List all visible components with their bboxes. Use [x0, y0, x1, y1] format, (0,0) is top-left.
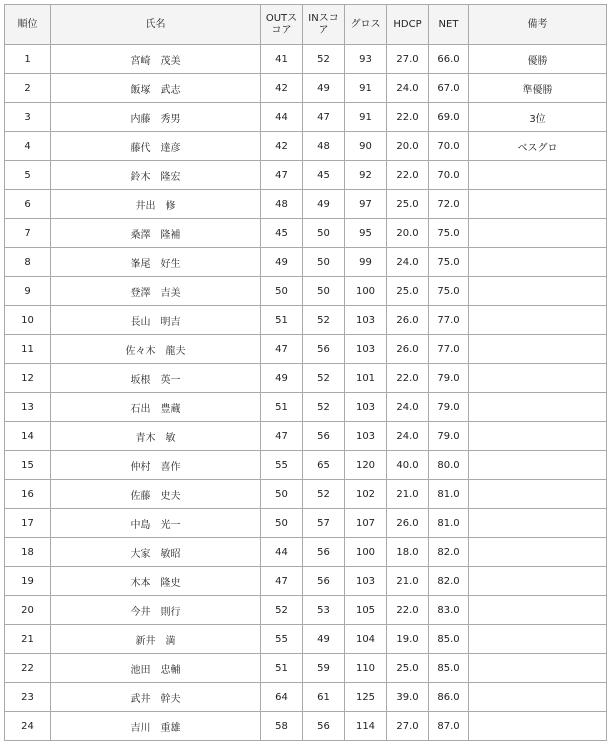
in-score-cell: 65	[303, 451, 345, 480]
out-score-cell: 50	[261, 480, 303, 509]
hdcp-cell: 22.0	[387, 103, 429, 132]
rank-cell: 24	[5, 712, 51, 741]
in-score-cell: 50	[303, 219, 345, 248]
remarks-cell	[469, 712, 607, 741]
in-score-cell: 48	[303, 132, 345, 161]
net-cell: 85.0	[429, 625, 469, 654]
gross-cell: 100	[345, 277, 387, 306]
gross-cell: 101	[345, 364, 387, 393]
name-cell: 佐藤 史夫	[51, 480, 261, 509]
remarks-cell	[469, 567, 607, 596]
gross-cell: 103	[345, 393, 387, 422]
table-row	[5, 683, 607, 712]
rank-cell: 13	[5, 393, 51, 422]
remarks-cell	[469, 190, 607, 219]
hdcp-cell: 24.0	[387, 422, 429, 451]
hdcp-cell: 22.0	[387, 364, 429, 393]
rank-cell: 3	[5, 103, 51, 132]
hdcp-cell: 39.0	[387, 683, 429, 712]
hdcp-cell: 26.0	[387, 335, 429, 364]
out-score-cell: 48	[261, 190, 303, 219]
gross-cell: 103	[345, 422, 387, 451]
net-cell: 85.0	[429, 654, 469, 683]
name-cell: 長山 明吉	[51, 306, 261, 335]
out-score-cell: 50	[261, 509, 303, 538]
table-row	[5, 509, 607, 538]
net-cell: 70.0	[429, 161, 469, 190]
gross-cell: 110	[345, 654, 387, 683]
header-gross: グロス	[345, 5, 387, 45]
out-score-cell: 49	[261, 248, 303, 277]
gross-cell: 103	[345, 567, 387, 596]
rank-cell: 23	[5, 683, 51, 712]
table-row	[5, 335, 607, 364]
gross-cell: 120	[345, 451, 387, 480]
remarks-cell	[469, 480, 607, 509]
rank-cell: 14	[5, 422, 51, 451]
in-score-cell: 49	[303, 190, 345, 219]
remarks-cell	[469, 538, 607, 567]
out-score-cell: 42	[261, 132, 303, 161]
name-cell: 井出 修	[51, 190, 261, 219]
gross-cell: 107	[345, 509, 387, 538]
name-cell: 藤代 達彦	[51, 132, 261, 161]
net-cell: 82.0	[429, 567, 469, 596]
header-remarks: 備考	[469, 5, 607, 45]
rank-cell: 16	[5, 480, 51, 509]
remarks-cell	[469, 277, 607, 306]
in-score-cell: 56	[303, 538, 345, 567]
out-score-cell: 44	[261, 103, 303, 132]
hdcp-cell: 21.0	[387, 480, 429, 509]
in-score-cell: 49	[303, 625, 345, 654]
name-cell: 宮崎 茂美	[51, 45, 261, 74]
out-score-cell: 51	[261, 393, 303, 422]
name-cell: 佐々木 龍夫	[51, 335, 261, 364]
out-score-cell: 52	[261, 596, 303, 625]
rank-cell: 21	[5, 625, 51, 654]
gross-cell: 91	[345, 103, 387, 132]
out-score-cell: 47	[261, 161, 303, 190]
name-cell: 飯塚 武志	[51, 74, 261, 103]
table-row	[5, 625, 607, 654]
rank-cell: 10	[5, 306, 51, 335]
table-row	[5, 480, 607, 509]
net-cell: 80.0	[429, 451, 469, 480]
gross-cell: 102	[345, 480, 387, 509]
table-row	[5, 654, 607, 683]
remarks-cell	[469, 364, 607, 393]
hdcp-cell: 22.0	[387, 596, 429, 625]
in-score-cell: 50	[303, 248, 345, 277]
header-out-score-label: OUTスコア	[265, 12, 298, 36]
remarks-cell	[469, 306, 607, 335]
hdcp-cell: 20.0	[387, 132, 429, 161]
in-score-cell: 56	[303, 422, 345, 451]
table-row	[5, 596, 607, 625]
rank-cell: 4	[5, 132, 51, 161]
header-row	[5, 5, 607, 45]
out-score-cell: 45	[261, 219, 303, 248]
table-row	[5, 364, 607, 393]
gross-cell: 103	[345, 306, 387, 335]
remarks-cell	[469, 393, 607, 422]
out-score-cell: 44	[261, 538, 303, 567]
in-score-cell: 52	[303, 364, 345, 393]
name-cell: 木本 隆史	[51, 567, 261, 596]
table-row	[5, 393, 607, 422]
remarks-cell	[469, 509, 607, 538]
remarks-cell	[469, 683, 607, 712]
header-out-score	[261, 5, 303, 45]
table-row	[5, 74, 607, 103]
gross-cell: 105	[345, 596, 387, 625]
net-cell: 81.0	[429, 480, 469, 509]
table-row	[5, 248, 607, 277]
gross-cell: 91	[345, 74, 387, 103]
hdcp-cell: 18.0	[387, 538, 429, 567]
rank-cell: 22	[5, 654, 51, 683]
gross-cell: 93	[345, 45, 387, 74]
name-cell: 仲村 喜作	[51, 451, 261, 480]
table-row	[5, 103, 607, 132]
header-net: NET	[429, 5, 469, 45]
table-row	[5, 219, 607, 248]
rank-cell: 5	[5, 161, 51, 190]
table-row	[5, 132, 607, 161]
out-score-cell: 42	[261, 74, 303, 103]
table-row	[5, 45, 607, 74]
gross-cell: 100	[345, 538, 387, 567]
table-row	[5, 451, 607, 480]
net-cell: 69.0	[429, 103, 469, 132]
out-score-cell: 49	[261, 364, 303, 393]
remarks-cell	[469, 654, 607, 683]
out-score-cell: 50	[261, 277, 303, 306]
in-score-cell: 56	[303, 567, 345, 596]
out-score-cell: 64	[261, 683, 303, 712]
in-score-cell: 53	[303, 596, 345, 625]
hdcp-cell: 24.0	[387, 74, 429, 103]
hdcp-cell: 21.0	[387, 567, 429, 596]
net-cell: 75.0	[429, 277, 469, 306]
name-cell: 登澤 吉美	[51, 277, 261, 306]
rank-cell: 1	[5, 45, 51, 74]
remarks-cell: 優勝	[469, 45, 607, 74]
header-name: 氏名	[51, 5, 261, 45]
net-cell: 86.0	[429, 683, 469, 712]
name-cell: 峯尾 好生	[51, 248, 261, 277]
rank-cell: 2	[5, 74, 51, 103]
in-score-cell: 50	[303, 277, 345, 306]
name-cell: 鈴木 隆宏	[51, 161, 261, 190]
gross-cell: 125	[345, 683, 387, 712]
in-score-cell: 47	[303, 103, 345, 132]
gross-cell: 95	[345, 219, 387, 248]
in-score-cell: 45	[303, 161, 345, 190]
in-score-cell: 56	[303, 712, 345, 741]
out-score-cell: 55	[261, 451, 303, 480]
table-row	[5, 712, 607, 741]
net-cell: 70.0	[429, 132, 469, 161]
out-score-cell: 58	[261, 712, 303, 741]
gross-cell: 97	[345, 190, 387, 219]
remarks-cell	[469, 451, 607, 480]
name-cell: 桑澤 隆補	[51, 219, 261, 248]
name-cell: 青木 敏	[51, 422, 261, 451]
name-cell: 今井 則行	[51, 596, 261, 625]
results-table	[4, 4, 607, 741]
net-cell: 81.0	[429, 509, 469, 538]
rank-cell: 18	[5, 538, 51, 567]
remarks-cell	[469, 422, 607, 451]
rank-cell: 12	[5, 364, 51, 393]
rank-cell: 17	[5, 509, 51, 538]
header-hdcp: HDCP	[387, 5, 429, 45]
out-score-cell: 47	[261, 335, 303, 364]
net-cell: 79.0	[429, 364, 469, 393]
rank-cell: 9	[5, 277, 51, 306]
gross-cell: 104	[345, 625, 387, 654]
out-score-cell: 47	[261, 567, 303, 596]
table-row	[5, 277, 607, 306]
name-cell: 吉川 重雄	[51, 712, 261, 741]
out-score-cell: 51	[261, 654, 303, 683]
rank-cell: 19	[5, 567, 51, 596]
net-cell: 79.0	[429, 393, 469, 422]
remarks-cell: 3位	[469, 103, 607, 132]
table-row	[5, 422, 607, 451]
name-cell: 池田 忠輔	[51, 654, 261, 683]
table-row	[5, 161, 607, 190]
in-score-cell: 59	[303, 654, 345, 683]
hdcp-cell: 25.0	[387, 277, 429, 306]
remarks-cell	[469, 625, 607, 654]
remarks-cell: ベスグロ	[469, 132, 607, 161]
table-body	[5, 45, 607, 741]
header-in-score-label: INスコア	[308, 12, 339, 36]
gross-cell: 103	[345, 335, 387, 364]
out-score-cell: 47	[261, 422, 303, 451]
name-cell: 内藤 秀男	[51, 103, 261, 132]
hdcp-cell: 22.0	[387, 161, 429, 190]
name-cell: 大家 敏昭	[51, 538, 261, 567]
in-score-cell: 56	[303, 335, 345, 364]
hdcp-cell: 26.0	[387, 306, 429, 335]
net-cell: 83.0	[429, 596, 469, 625]
table-row	[5, 306, 607, 335]
hdcp-cell: 25.0	[387, 654, 429, 683]
header-rank: 順位	[5, 5, 51, 45]
hdcp-cell: 26.0	[387, 509, 429, 538]
name-cell: 新井 満	[51, 625, 261, 654]
in-score-cell: 52	[303, 480, 345, 509]
rank-cell: 20	[5, 596, 51, 625]
rank-cell: 6	[5, 190, 51, 219]
net-cell: 75.0	[429, 219, 469, 248]
net-cell: 82.0	[429, 538, 469, 567]
remarks-cell	[469, 596, 607, 625]
remarks-cell	[469, 219, 607, 248]
remarks-cell	[469, 335, 607, 364]
name-cell: 坂根 英一	[51, 364, 261, 393]
in-score-cell: 52	[303, 45, 345, 74]
net-cell: 67.0	[429, 74, 469, 103]
gross-cell: 90	[345, 132, 387, 161]
in-score-cell: 52	[303, 306, 345, 335]
hdcp-cell: 40.0	[387, 451, 429, 480]
net-cell: 77.0	[429, 306, 469, 335]
table-row	[5, 567, 607, 596]
net-cell: 79.0	[429, 422, 469, 451]
hdcp-cell: 25.0	[387, 190, 429, 219]
in-score-cell: 61	[303, 683, 345, 712]
hdcp-cell: 27.0	[387, 712, 429, 741]
out-score-cell: 55	[261, 625, 303, 654]
header-in-score	[303, 5, 345, 45]
in-score-cell: 49	[303, 74, 345, 103]
table-row	[5, 190, 607, 219]
hdcp-cell: 19.0	[387, 625, 429, 654]
rank-cell: 8	[5, 248, 51, 277]
hdcp-cell: 24.0	[387, 393, 429, 422]
remarks-cell: 準優勝	[469, 74, 607, 103]
out-score-cell: 51	[261, 306, 303, 335]
rank-cell: 7	[5, 219, 51, 248]
out-score-cell: 41	[261, 45, 303, 74]
remarks-cell	[469, 248, 607, 277]
name-cell: 武井 幹夫	[51, 683, 261, 712]
net-cell: 87.0	[429, 712, 469, 741]
name-cell: 石出 豊蔵	[51, 393, 261, 422]
net-cell: 77.0	[429, 335, 469, 364]
rank-cell: 11	[5, 335, 51, 364]
table-row	[5, 538, 607, 567]
gross-cell: 114	[345, 712, 387, 741]
remarks-cell	[469, 161, 607, 190]
net-cell: 75.0	[429, 248, 469, 277]
net-cell: 66.0	[429, 45, 469, 74]
gross-cell: 99	[345, 248, 387, 277]
hdcp-cell: 20.0	[387, 219, 429, 248]
in-score-cell: 57	[303, 509, 345, 538]
table-header	[5, 5, 607, 45]
hdcp-cell: 27.0	[387, 45, 429, 74]
name-cell: 中島 光一	[51, 509, 261, 538]
in-score-cell: 52	[303, 393, 345, 422]
rank-cell: 15	[5, 451, 51, 480]
gross-cell: 92	[345, 161, 387, 190]
net-cell: 72.0	[429, 190, 469, 219]
hdcp-cell: 24.0	[387, 248, 429, 277]
